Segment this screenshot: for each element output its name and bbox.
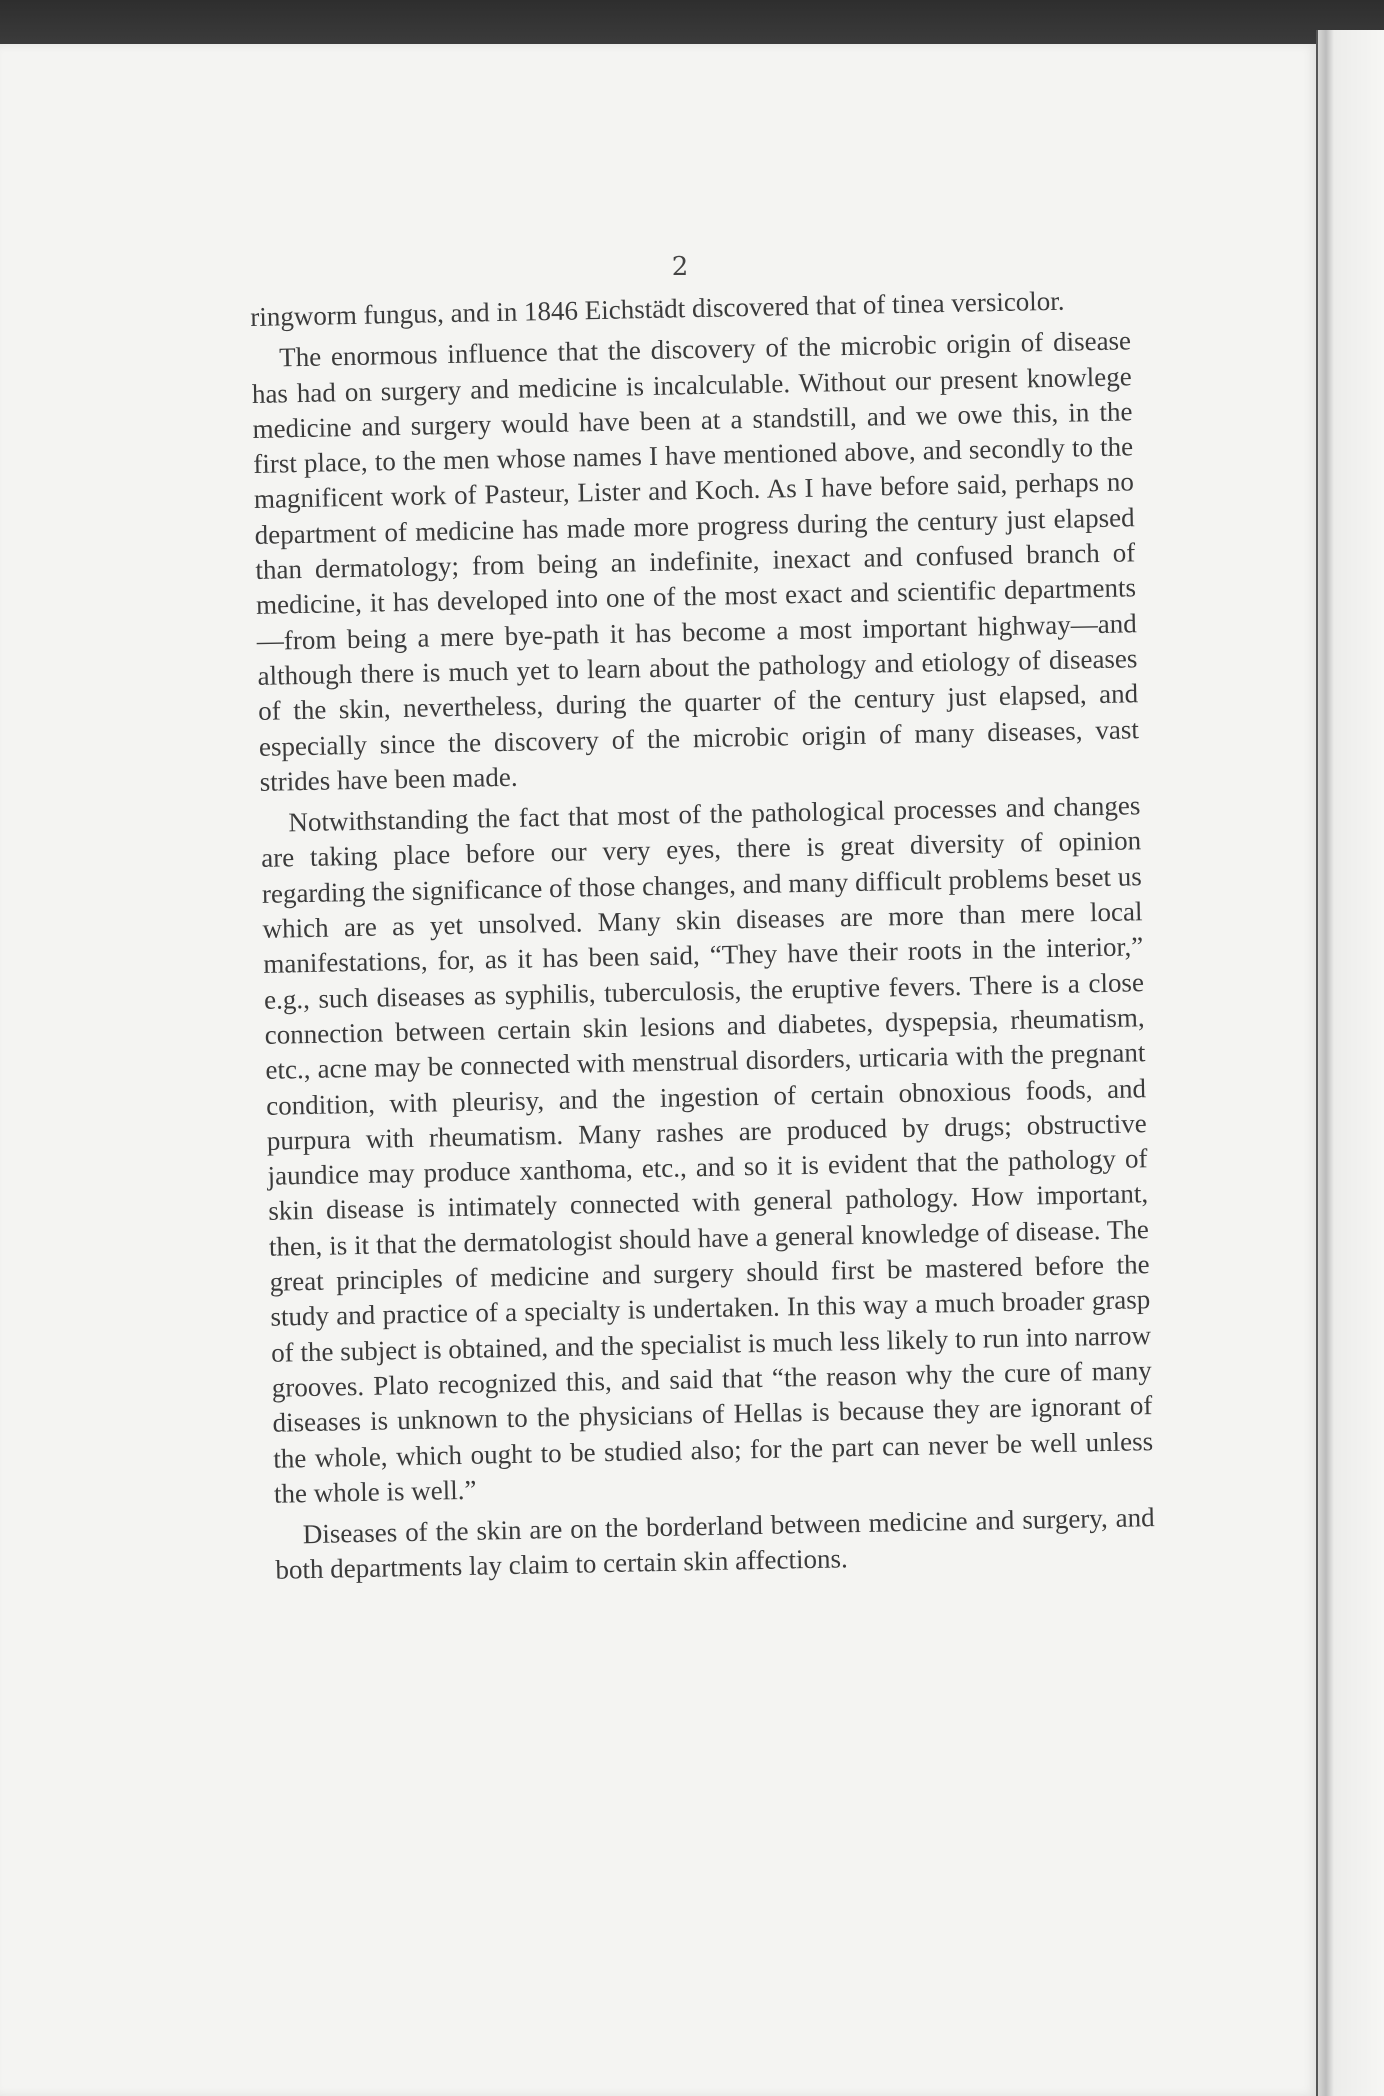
paragraph-pathological-processes: Notwithstanding the fact that most of the pathological processes and changes are taking place before our very eyes, there is great diversity of opinion regarding the significance of those changes, and many difficult problems beset us which are as yet unsolved. Many skin diseases are more than mere local manifestations, for, as it has been said, “They have their roots in the interior,” e.g., such diseases as syphilis, tuberculosis, the eruptive fevers. There is a close connection between certain skin lesions and diabetes, dyspepsia, rheumatism, etc., acne may be connected with menstrual disorders, urticaria with the pregnant condition, with pleurisy, and the ingestion of certain obnoxious foods, and purpura with rheumatism. Many rashes are produced by drugs; obstructive jaundice may produce xanthoma, etc., and so it is evident that the pathology of skin disease is intimately connected with general pathology. How important, then, is it that the dermatologist should have a general knowledge of disease. The great principles of medicine and surgery should first be mastered before the study and practice of a specialty is undertaken. In this way a much broader grasp of the subject is obtained, and the specialist is much less likely to run into narrow grooves. Plato recognized this, and said that “the reason why the cure of many diseases is unknown to the physicians of Hellas is because they are ignorant of the whole, which ought to be studied also; for the part can never be well unless the whole is well.” bbox=[260, 790, 1154, 1509]
next-page-edge bbox=[1318, 30, 1384, 2096]
page-number: 2 bbox=[671, 252, 689, 282]
paragraph-continuation: ringworm fungus, and in 1846 Eichstädt discovered that of tinea versicolor. bbox=[250, 285, 1065, 332]
paragraph-microbic-influence: The enormous influence that the discovery of the microbic origin of disease has had on surgery and medicine is incalculable. Without our present knowlege medicine and surgery would have been at a standstill, and we owe this, in the first place, to the men whose names I have mentioned above, and secondly to the magnificent work of Pasteur, Lister and Koch. As I have before said, perhaps no department of medicine has made more progress during the century just elapsed than dermatology; from being an indefinite, inexact and confused branch of medicine, it has developed into one of the most exact and scientific departments—from being a mere bye-path it has become a most important highway—and although there is much yet to learn about the pathology and etiology of diseases of the skin, nevertheless, during the quarter of the century just elapsed, and especially since the discovery of the microbic origin of many diseases, vast strides have been made. bbox=[251, 325, 1140, 797]
scan-background-top bbox=[0, 0, 1384, 48]
body-text bbox=[250, 282, 1156, 1588]
paragraph-borderland: Diseases of the skin are on the borderland between medicine and surgery, and both departments lay claim to certain skin affections. bbox=[275, 1502, 1155, 1586]
